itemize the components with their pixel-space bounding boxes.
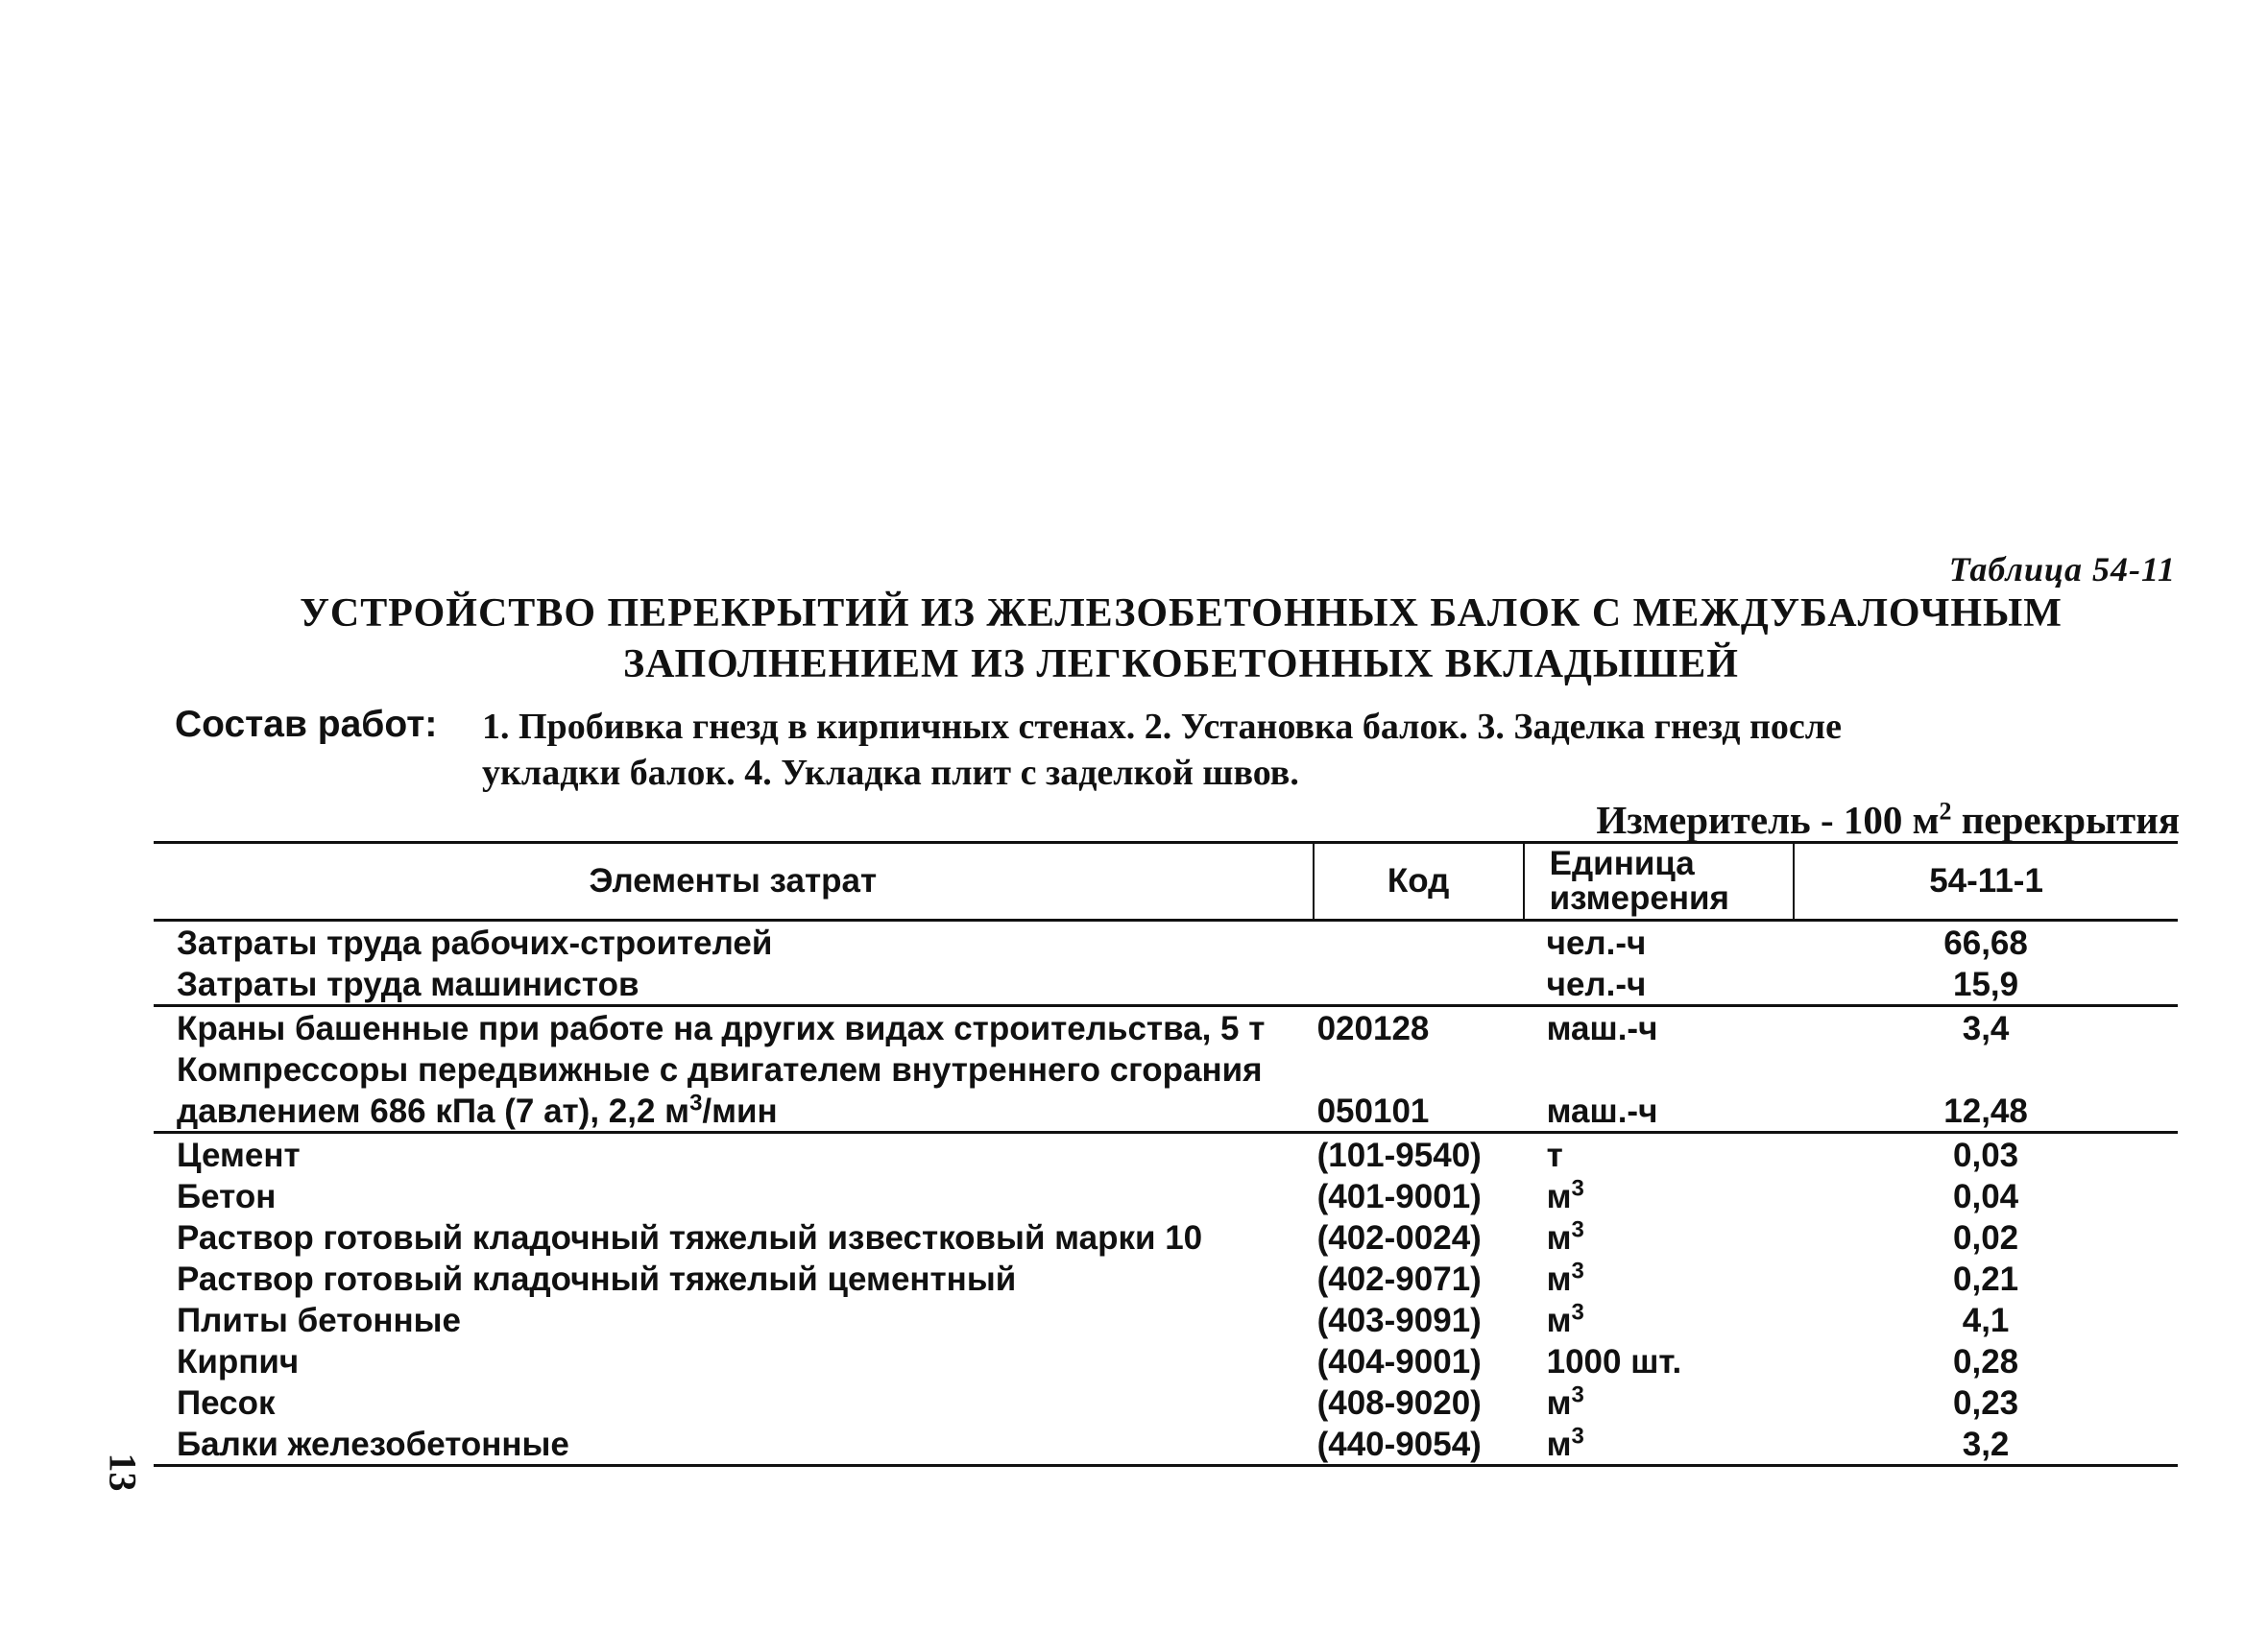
table-row [154, 1340, 2178, 1381]
row-unit-empty [1524, 1048, 1795, 1090]
header-norm-number: 54-11-1 [1794, 843, 2178, 921]
row-value-empty [1794, 1048, 2178, 1090]
row-unit: маш.-ч [1524, 1090, 1795, 1133]
row-name: Раствор готовый кладочный тяжелый известковый марки 10 [177, 1219, 1203, 1257]
table-row [154, 1175, 2178, 1216]
labor-rows-group [154, 921, 2178, 1006]
row-name: Песок [177, 1384, 276, 1422]
meter-superscript: 2 [1939, 797, 1952, 826]
row-unit: чел.-ч [1524, 963, 1795, 1006]
measurement-unit-note [1596, 797, 2180, 843]
table-row [154, 1006, 2178, 1049]
row-name: Бетон [177, 1178, 277, 1215]
row-unit-superscript: 3 [1571, 1216, 1584, 1243]
page-number: 13 [101, 1453, 145, 1492]
table-row [154, 1090, 2178, 1133]
table-row [154, 1216, 2178, 1258]
row-value: 0,04 [1953, 1178, 2019, 1215]
work-composition-line-1: 1. Пробивка гнезд в кирпичных стенах. 2. Установка балок. 3. Заделка гнезд после [482, 707, 1842, 747]
row-name-text: давлением 686 кПа (7 ат), 2,2 м [177, 1093, 690, 1130]
row-unit [1524, 1299, 1795, 1340]
header-unit [1524, 843, 1795, 921]
row-unit-superscript: 3 [1571, 1258, 1584, 1285]
row-name-line-1: Компрессоры передвижные с двигателем внутреннего сгорания [177, 1051, 1263, 1089]
table-title-line-1: УСТРОЙСТВО ПЕРЕКРЫТИЙ ИЗ ЖЕЛЕЗОБЕТОННЫХ БАЛОК С МЕЖДУБАЛОЧНЫМ [300, 591, 2063, 636]
row-unit-text: м [1546, 1302, 1572, 1339]
row-value: 3,2 [1794, 1423, 2178, 1466]
row-unit [1524, 1258, 1795, 1299]
table-row [154, 921, 2178, 964]
header-unit-line-1: Единица [1549, 845, 1695, 882]
row-value: 0,28 [1953, 1343, 2019, 1381]
material-rows-group [154, 1133, 2178, 1466]
row-value: 0,03 [1953, 1137, 2019, 1174]
machine-rows-group [154, 1006, 2178, 1133]
row-name: Балки железобетонные [154, 1423, 1314, 1466]
table-row [154, 1258, 2178, 1299]
row-unit-superscript: 3 [1571, 1423, 1584, 1450]
row-name-suffix: /мин [702, 1093, 778, 1130]
row-value: 0,21 [1953, 1261, 2019, 1298]
work-composition-label: Состав работ: [175, 704, 438, 745]
row-unit-text: т [1546, 1137, 1563, 1174]
row-value: 15,9 [1794, 963, 2178, 1006]
row-code [1314, 963, 1524, 1006]
row-name: Затраты труда машинистов [154, 963, 1314, 1006]
row-unit-text: м [1546, 1261, 1572, 1298]
table-row [154, 1133, 2178, 1176]
row-value: 66,68 [1943, 925, 2028, 962]
row-unit [1524, 1423, 1795, 1466]
row-code: (402-0024) [1316, 1219, 1482, 1257]
row-unit: маш.-ч [1546, 1010, 1658, 1047]
row-unit [1524, 1216, 1795, 1258]
row-name: Затраты труда рабочих-строителей [177, 925, 773, 962]
table-row [154, 1381, 2178, 1423]
row-name: Плиты бетонные [177, 1302, 461, 1339]
meter-suffix: перекрытия [1951, 798, 2180, 842]
table-row [154, 963, 2178, 1006]
row-name: Краны башенные при работе на других видах строительства, 5 т [177, 1010, 1266, 1047]
row-unit [1524, 1133, 1795, 1176]
row-value: 12,48 [1794, 1090, 2178, 1133]
work-composition-line-2: укладки балок. 4. Укладка плит с заделкой швов. [482, 753, 1299, 793]
header-code: Код [1314, 843, 1524, 921]
row-unit: чел.-ч [1546, 925, 1647, 962]
row-unit-text: 1000 шт. [1546, 1343, 1682, 1381]
row-unit-text: м [1546, 1219, 1572, 1257]
row-code [1314, 921, 1524, 964]
row-value: 0,23 [1953, 1384, 2019, 1422]
row-code: (408-9020) [1316, 1384, 1482, 1422]
table-title-line-2: ЗАПОЛНЕНИЕМ ИЗ ЛЕГКОБЕТОННЫХ ВКЛАДЫШЕЙ [623, 642, 1739, 686]
table-row [154, 1299, 2178, 1340]
table-row [154, 1048, 2178, 1090]
row-unit [1524, 1175, 1795, 1216]
row-unit-superscript: 3 [1571, 1381, 1584, 1408]
row-unit [1524, 1381, 1795, 1423]
row-name: Цемент [177, 1137, 301, 1174]
row-value: 0,02 [1953, 1219, 2019, 1257]
row-name: Кирпич [177, 1343, 300, 1381]
row-code: (440-9054) [1314, 1423, 1524, 1466]
header-unit-line-2: измерения [1549, 879, 1729, 917]
meter-text: Измеритель - 100 м [1596, 798, 1940, 842]
table-number-label: Таблица 54-11 [1948, 550, 2176, 588]
row-unit-text: м [1546, 1178, 1572, 1215]
row-unit-superscript: 3 [1571, 1175, 1584, 1202]
row-code-empty [1314, 1048, 1524, 1090]
row-unit-text: м [1546, 1384, 1572, 1422]
row-name: Раствор готовый кладочный тяжелый цементный [177, 1261, 1017, 1298]
table-header-row [154, 843, 2178, 921]
table-row [154, 1423, 2178, 1466]
row-code: (101-9540) [1316, 1137, 1482, 1174]
row-code: 020128 [1316, 1010, 1430, 1047]
row-unit-text: м [1546, 1426, 1572, 1463]
row-name-line-2 [154, 1090, 1314, 1133]
row-unit [1524, 1340, 1795, 1381]
row-value: 4,1 [1962, 1302, 2010, 1339]
work-composition-text [482, 704, 2114, 796]
row-code: (403-9091) [1316, 1302, 1482, 1339]
row-code: (401-9001) [1316, 1178, 1482, 1215]
header-cost-elements: Элементы затрат [154, 843, 1314, 921]
row-value: 3,4 [1962, 1010, 2010, 1047]
row-code: (402-9071) [1316, 1261, 1482, 1298]
row-unit-superscript: 3 [1571, 1299, 1584, 1326]
row-name-superscript: 3 [689, 1090, 703, 1117]
row-code: 050101 [1314, 1090, 1524, 1133]
row-code: (404-9001) [1316, 1343, 1482, 1381]
cost-elements-table [154, 841, 2178, 1467]
